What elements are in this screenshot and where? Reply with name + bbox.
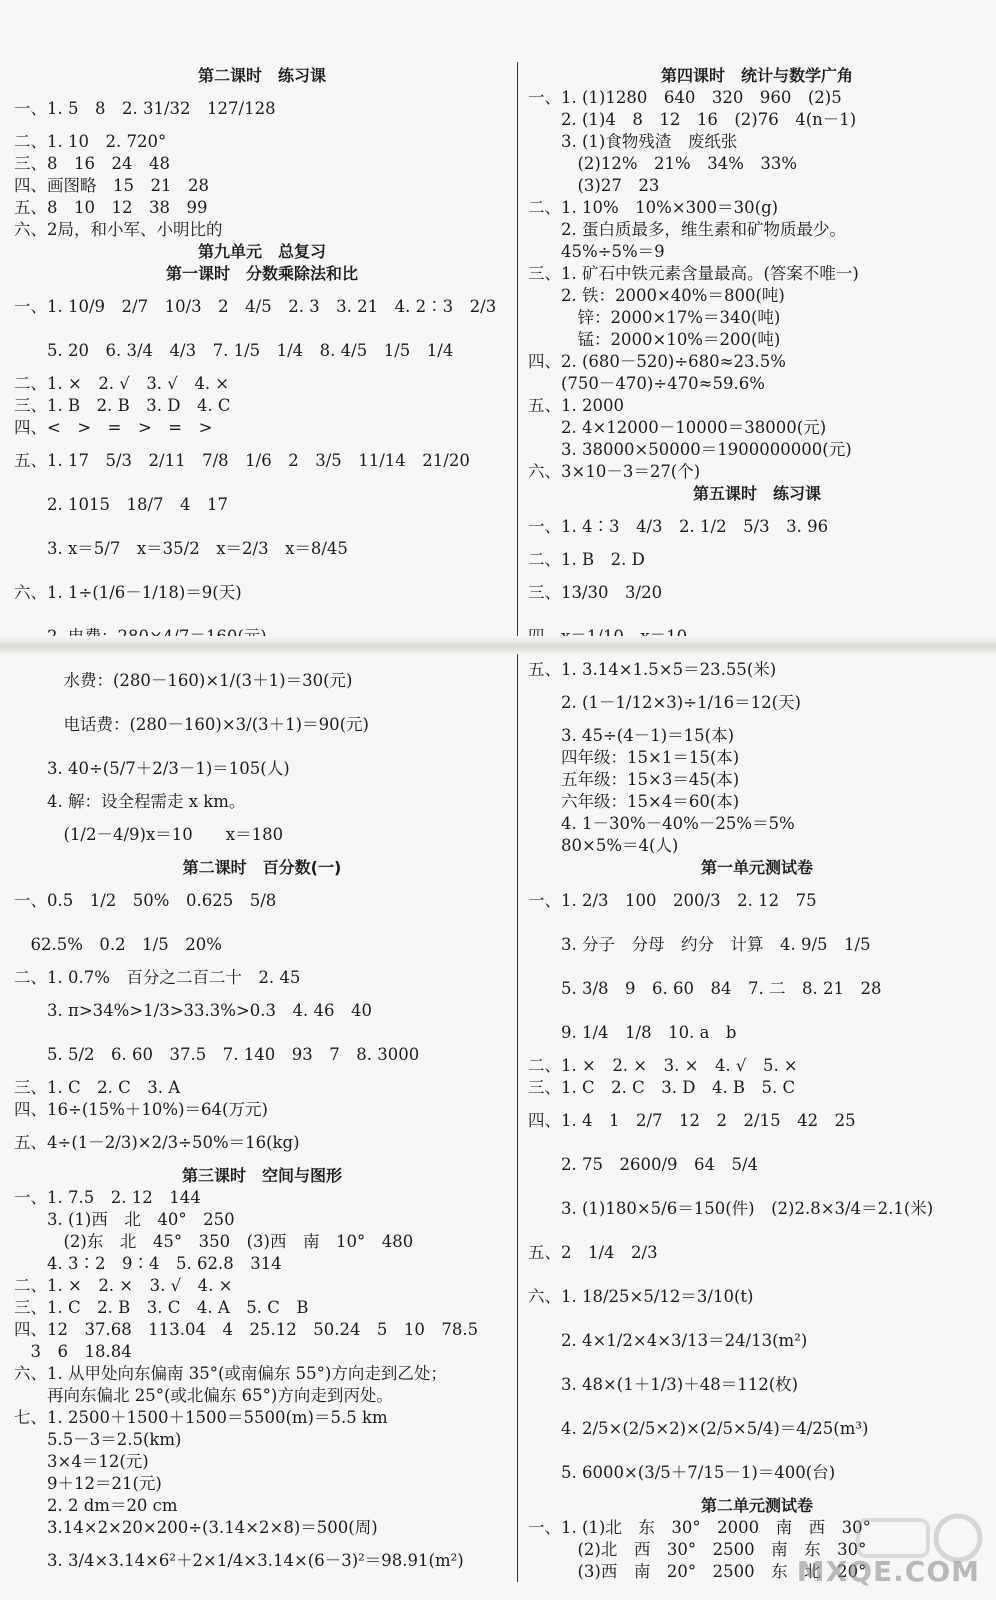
left-answer-line: 二、1. × 2. × 3. √ 4. × — [14, 1276, 233, 1295]
right-answer-line: 一、1. 2/3 100 200/3 2. 12 75 — [528, 891, 817, 910]
left-answer-line: 2. 1015 18/7 4 17 — [14, 495, 229, 514]
column-divider — [517, 62, 518, 1582]
right-answer-line: 5. 6000×(3/5＋7/15－1)＝400(台) — [528, 1463, 836, 1482]
left-answer-line: 3. x＝5/7 x＝35/2 x＝2/3 x＝8/45 — [14, 539, 348, 558]
left-answer-line: 三、8 16 24 48 — [14, 154, 170, 173]
left-answer-line: 二、1. × 2. √ 3. √ 4. × — [14, 374, 230, 393]
left-answer-line: 电话费：(280－160)×3/(3＋1)＝90(元) — [14, 715, 369, 734]
right-answer-line: 2. 4×12000－10000＝38000(元) — [528, 418, 827, 437]
left-answer-line: (2)东 北 45° 350 (3)西 南 10° 480 — [14, 1232, 414, 1251]
left-answer-line: 六、2局，和小军、小明比的 — [14, 220, 223, 239]
left-section-heading: 第九单元 总复习 — [197, 242, 326, 261]
left-answer-line: 3×4＝12(元) — [14, 1452, 149, 1471]
left-answer-line: 三、1. C 2. C 3. A — [14, 1078, 181, 1097]
left-answer-line: (1/2－4/9)x＝10 x＝180 — [14, 825, 284, 844]
right-answer-line: 六、1. 18/25×5/12＝3/10(t) — [528, 1287, 754, 1306]
left-answer-line: 三、1. B 2. B 3. D 4. C — [14, 396, 231, 415]
right-answer-line: 六年级：15×4＝60(本) — [528, 792, 740, 811]
right-answer-line: 3. 分子 分母 约分 计算 4. 9/5 1/5 — [528, 935, 871, 954]
watermark-text: MXQE.COM — [796, 1555, 980, 1588]
right-section-heading: 第五课时 练习课 — [692, 484, 821, 503]
right-answer-line: 四年级：15×1＝15(本) — [528, 748, 740, 767]
left-answer-line: 四、16÷(15%＋10%)＝64(万元) — [14, 1100, 268, 1119]
left-section-heading: 第三课时 空间与图形 — [181, 1166, 342, 1185]
left-answer-line: 5.5－3＝2.5(km) — [14, 1430, 182, 1449]
right-answer-line: 五、2 1/4 2/3 — [528, 1243, 658, 1262]
left-answer-line: 3. π>34%>1/3>33.3%>0.3 4. 46 40 — [14, 1001, 372, 1020]
right-answer-line: (3)27 23 — [528, 176, 660, 195]
left-answer-line: 七、1. 2500＋1500＋1500＝5500(m)＝5.5 km — [14, 1408, 388, 1427]
right-answer-line: 五、1. 2000 — [528, 396, 624, 415]
right-answer-line: 9. 1/4 1/8 10. a b — [528, 1023, 737, 1042]
right-answer-line: 3. 45÷(4－1)＝15(本) — [528, 726, 735, 745]
right-answer-line: 80×5%＝4(人) — [528, 836, 679, 855]
left-answer-line: 二、1. 0.7% 百分之二百二十 2. 45 — [14, 968, 301, 987]
left-answer-line: 3.14×2×20×200÷(3.14×2×8)＝500(周) — [14, 1518, 378, 1537]
right-section-heading: 第一单元测试卷 — [700, 858, 813, 877]
right-answer-line: 四、1. 4 1 2/7 12 2 2/15 42 25 — [528, 1111, 856, 1130]
right-answer-line: 2. (1)4 8 12 16 (2)76 4(n－1) — [528, 110, 857, 129]
right-answer-line: 一、1. (1)1280 640 320 960 (2)5 — [528, 88, 842, 107]
right-answer-line: (3)西 南 20° 2500 东 北 20° — [528, 1562, 867, 1581]
right-section-heading: 第四课时 统计与数学广角 — [660, 66, 853, 85]
left-answer-line: 五、8 10 12 38 99 — [14, 198, 208, 217]
right-answer-line: 五、1. 3.14×1.5×5＝23.55(米) — [528, 660, 777, 679]
right-answer-line: 45%÷5%＝9 — [528, 242, 665, 261]
right-column — [528, 65, 986, 1583]
right-answer-line: 2. 铁：2000×40%＝800(吨) — [528, 286, 785, 305]
right-answer-line: 锌：2000×17%＝340(吨) — [528, 308, 781, 327]
left-answer-line: 5. 5/2 6. 60 37.5 7. 140 93 7 8. 3000 — [14, 1045, 420, 1064]
left-answer-line: 五、4÷(1－2/3)×2/3÷50%＝16(kg) — [14, 1133, 300, 1152]
right-answer-line: 2. 75 2600/9 64 5/4 — [528, 1155, 759, 1174]
right-answer-line: 三、1. C 2. C 3. D 4. B 5. C — [528, 1078, 796, 1097]
left-answer-line: 3. (1)西 北 40° 250 — [14, 1210, 235, 1229]
left-answer-line: 9＋12＝21(元) — [14, 1474, 162, 1493]
left-answer-line: 三、1. C 2. B 3. C 4. A 5. C B — [14, 1298, 309, 1317]
left-answer-line: 一、1. 10/9 2/7 10/3 2 4/5 2. 3 3. 21 4. 2∶3 2/3 — [14, 297, 497, 316]
left-answer-line: 3. 40÷(5/7＋2/3－1)＝105(人) — [14, 759, 290, 778]
right-answer-line: 4. 1－30%－40%－25%＝5% — [528, 814, 795, 833]
left-answer-line: 一、1. 7.5 2. 12 144 — [14, 1188, 201, 1207]
left-answer-line: 4. 3∶2 9∶4 5. 62.8 314 — [14, 1254, 282, 1273]
right-section-heading: 第二单元测试卷 — [700, 1496, 813, 1515]
right-answer-line: 锰：2000×10%＝200(吨) — [528, 330, 781, 349]
left-answer-line: 3. 3/4×3.14×6²＋2×1/4×3.14×(6－3)²＝98.91(m²) — [14, 1551, 464, 1570]
right-answer-line: 2. (1－1/12×3)÷1/16＝12(天) — [528, 693, 801, 712]
left-answer-line: 3 6 18.84 — [14, 1342, 132, 1361]
right-answer-line: 三、13/30 3/20 — [528, 583, 663, 602]
left-answer-line: 4. 解：设全程需走 x km。 — [14, 792, 246, 811]
right-answer-line: 3. 48×(1＋1/3)＋48＝112(枚) — [528, 1375, 799, 1394]
left-answer-line: 5. 20 6. 3/4 4/3 7. 1/5 1/4 8. 4/5 1/5 1/4 — [14, 341, 454, 360]
left-section-heading: 第一课时 分数乘除法和比 — [165, 264, 358, 283]
left-answer-line: 一、1. 5 8 2. 31/32 127/128 — [14, 99, 276, 118]
right-answer-line: 六、3×10－3＝27(个) — [528, 462, 701, 481]
left-answer-line: 四、< > = > = > — [14, 418, 213, 437]
right-answer-line: 四、2. (680－520)÷680≈23.5% — [528, 352, 786, 371]
left-answer-line: 四、画图略 15 21 28 — [14, 176, 209, 195]
right-answer-line: 三、1. 矿石中铁元素含量最高。(答案不唯一) — [528, 264, 859, 283]
right-answer-line: 二、1. × 2. × 3. × 4. √ 5. × — [528, 1056, 798, 1075]
right-answer-line: (2)北 西 30° 2500 南 东 30° — [528, 1540, 867, 1559]
right-answer-line: 2. 4×1/2×4×3/13＝24/13(m²) — [528, 1331, 808, 1350]
right-answer-line: 五年级：15×3＝45(本) — [528, 770, 740, 789]
right-answer-line: 3. 38000×50000＝1900000000(元) — [528, 440, 852, 459]
left-answer-line: 四、12 37.68 113.04 4 25.12 50.24 5 10 78.5 — [14, 1320, 479, 1339]
right-answer-line: (750－470)÷470≈59.6% — [528, 374, 765, 393]
left-answer-line: 62.5% 0.2 1/5 20% — [14, 935, 222, 954]
left-answer-line: 六、1. 从甲处向东偏南 35°(或南偏东 55°)方向走到乙处； — [14, 1364, 447, 1383]
left-column — [14, 65, 510, 1583]
right-answer-line: 4. 2/5×(2/5×2)×(2/5×5/4)＝4/25(m³) — [528, 1419, 869, 1438]
left-answer-line: 一、0.5 1/2 50% 0.625 5/8 — [14, 891, 277, 910]
left-section-heading: 第二课时 练习课 — [197, 66, 326, 85]
right-answer-line: 3. (1)180×5/6＝150(件) (2)2.8×3/4＝2.1(米) — [528, 1199, 934, 1218]
right-answer-line: 一、1. (1)北 东 30° 2000 南 西 30° — [528, 1518, 871, 1537]
right-answer-line: 一、1. 4∶3 4/3 2. 1/2 5/3 3. 96 — [528, 517, 829, 536]
right-answer-line: 3. (1)食物残渣 废纸张 — [528, 132, 738, 151]
scan-fold-band — [0, 636, 996, 654]
left-answer-line: 五、1. 17 5/3 2/11 7/8 1/6 2 3/5 11/14 21/20 — [14, 451, 470, 470]
left-answer-line: 再向东偏北 25°(或北偏东 65°)方向走到丙处。 — [14, 1386, 393, 1405]
left-answer-line: 水费：(280－160)×1/(3＋1)＝30(元) — [14, 671, 353, 690]
left-answer-line: 二、1. 10 2. 720° — [14, 132, 167, 151]
right-answer-line: 2. 蛋白质最多，维生素和矿物质最少。 — [528, 220, 846, 239]
right-answer-line: 二、1. B 2. D — [528, 550, 645, 569]
right-answer-line: 二、1. 10% 10%×300＝30(g) — [528, 198, 779, 217]
left-answer-line: 六、1. 1÷(1/6－1/18)＝9(天) — [14, 583, 242, 602]
left-section-heading: 第二课时 百分数(一) — [182, 858, 342, 877]
right-answer-line: 5. 3/8 9 6. 60 84 7. 二 8. 21 28 — [528, 979, 882, 998]
left-answer-line: 2. 2 dm＝20 cm — [14, 1496, 178, 1515]
right-answer-line: (2)12% 21% 34% 33% — [528, 154, 798, 173]
